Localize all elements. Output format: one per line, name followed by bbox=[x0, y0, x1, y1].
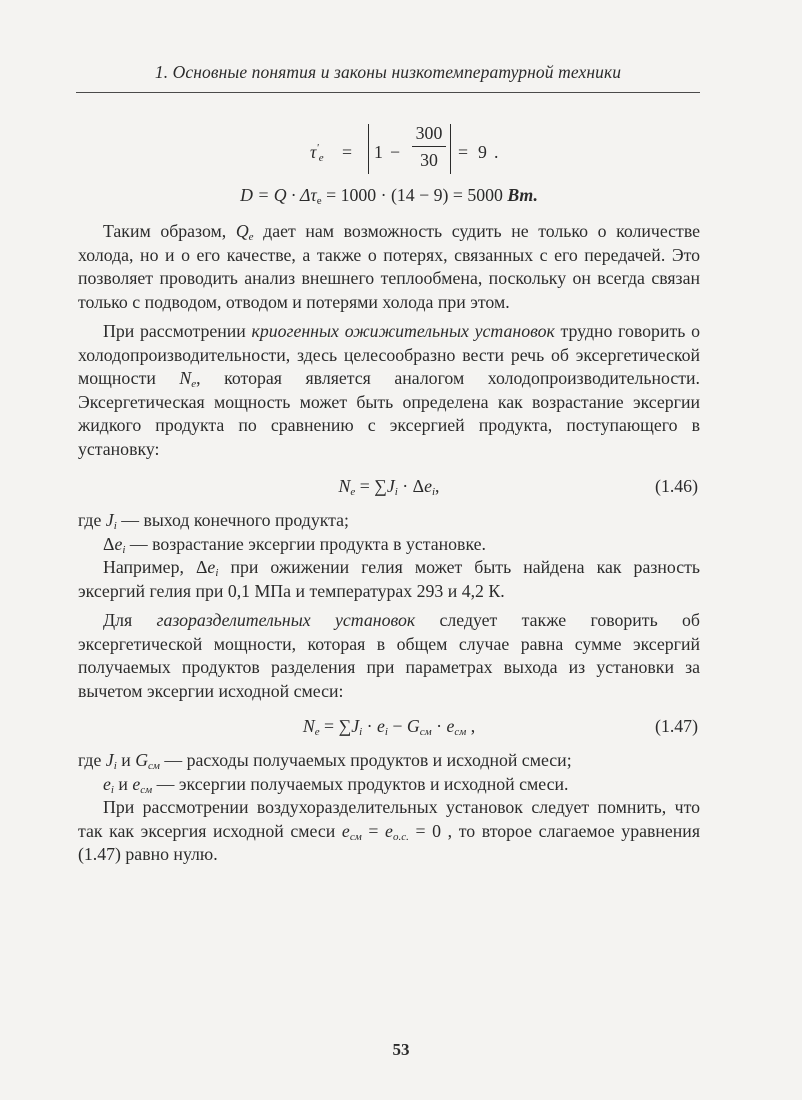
abs-bar-right bbox=[450, 124, 451, 174]
equation-D: $D = Q \cdot \Delta\tau_e = 1000 \cdot (14 - 9) = 5000$ Вт. bbox=[240, 185, 538, 207]
equation-tau: $\tau'_e$ = 1 − 300 30 = 9 . bbox=[78, 118, 700, 184]
running-header: 1. Основные понятия и законы низкотемпературной техники bbox=[154, 62, 622, 82]
fraction: 300 30 bbox=[412, 122, 446, 171]
where-line-3: где $J_i$ и $G_{см}$ — расходы получаемых продуктов и исходной смеси; bbox=[78, 750, 572, 772]
paragraph-2: При рассмотрении криогенных ожижительных установок трудно говорить о холодопроизводительности, здесь целесообразно вести речь об эксергетической мощности $N_e$, которая является аналогом холодопроизводительности. Эксергетическая мощность может быть определена как возрастание эксергии жидкого продукта по сравнению с эксергией продукта, поступающего в установку: bbox=[78, 321, 700, 459]
equation-1-47: $N_e = \sum J_i \cdot e_i - G_{см} \cdot e_{см}$ , (1.47) bbox=[302, 716, 698, 738]
page-number: 53 bbox=[392, 1040, 410, 1059]
page-content bbox=[78, 118, 700, 867]
paragraph-3: Например, $\Delta e_i$ при ожижении гелия может быть найдена как разность эксергий гелия при 0,1 МПа и температурах 293 и 4,2 К. bbox=[78, 557, 700, 601]
paragraph-5: При рассмотрении воздухоразделительных установок следует помнить, что так как эксергия исходной смеси $e_{см} = e_{о.с.} = 0$ , то второе слагаемое уравнения (1.47) равно нулю. bbox=[78, 797, 700, 864]
where-line-2: $\Delta e_i$ — возрастание эксергии продукта в установке. bbox=[103, 533, 486, 556]
paragraph-1: Таким образом, $Q_e$ дает нам возможность судить не только о количестве холода, но и о его качестве, а также о потерях, связанных с его передачей. Это позволяет проводить анализ внешнего теплообмена, поскольку он всегда связан только с подводом, отводом и потерями холода при этом. bbox=[78, 221, 701, 312]
paragraph-4: Для газоразделительных установок следует также говорить об эксергетической мощности, которая в общем случае равна сумме эксергий получаемых продуктов разделения при параметрах выхода из установки за вычетом эксергии исходной смеси: bbox=[78, 610, 700, 701]
where-line-1: где $J_i$ — выход конечного продукта; bbox=[78, 510, 349, 532]
equation-1-46: $N_e = \sum J_i \cdot \Delta e_i$, (1.46) bbox=[338, 476, 698, 498]
where-line-4: $e_i$ и $e_{см}$ — эксергии получаемых продуктов и исходной смеси. bbox=[103, 773, 569, 796]
tau-symbol: τ bbox=[310, 142, 317, 162]
fraction-bar bbox=[412, 146, 446, 147]
header-rule bbox=[76, 92, 700, 93]
equation-number: (1.47) bbox=[655, 716, 698, 736]
abs-bar-left bbox=[368, 124, 369, 174]
equation-number: (1.46) bbox=[655, 476, 698, 496]
